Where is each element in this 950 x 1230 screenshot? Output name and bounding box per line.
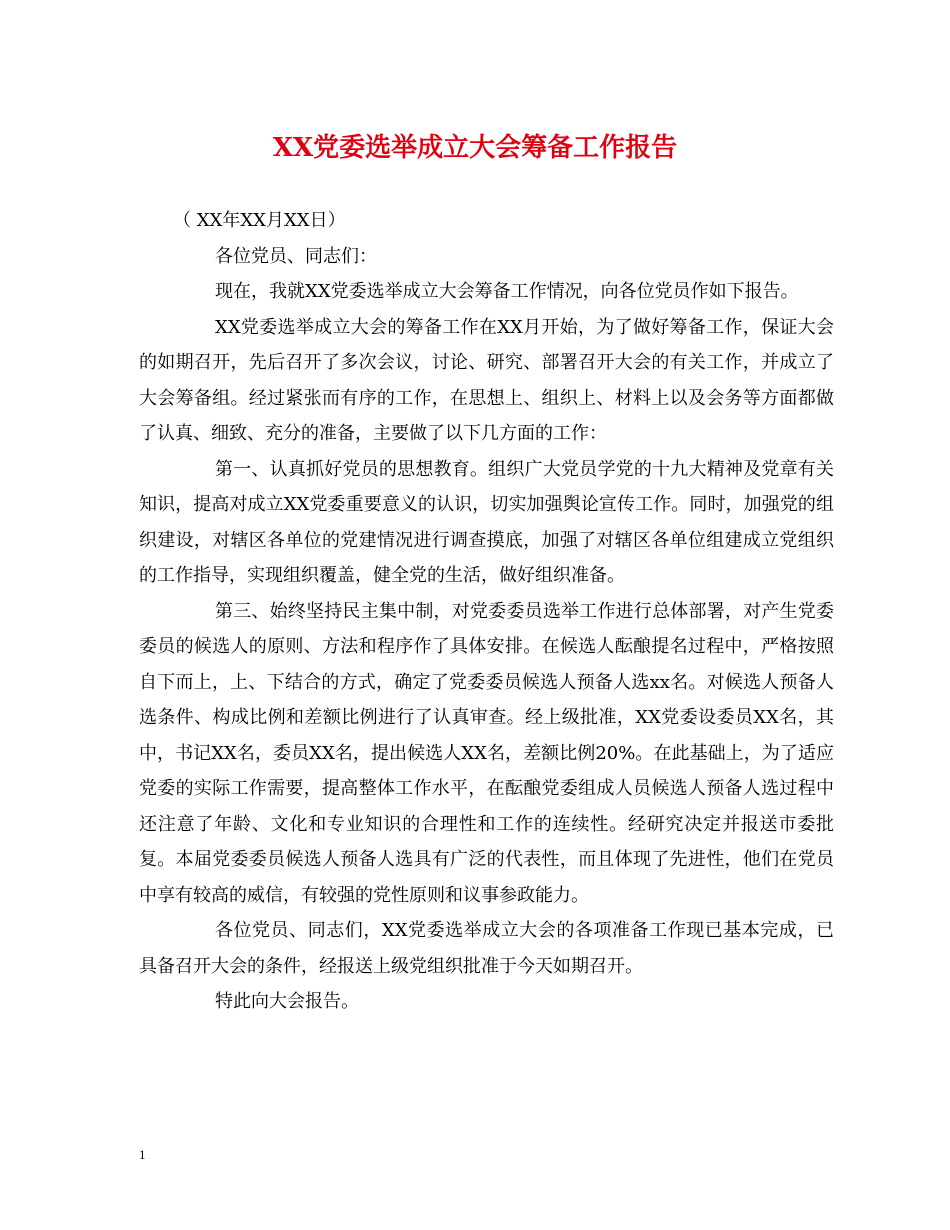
paragraph-preparation: XX党委选举成立大会的筹备工作在XX月开始，为了做好筹备工作，保证大会的如期召开，先后召开了多次会议，讨论、研究、部署召开大会的有关工作，并成立了大会筹备组。经过紧张而有序的工作，在思想上、组织上、材料上以及会务等方面都做了认真、细致、充分的准备，主要做了以下几方面的工作： — [139, 316, 834, 444]
paragraph-intro: 现在，我就XX党委选举成立大会筹备工作情况，向各位党员作如下报告。 — [215, 281, 799, 302]
paragraph-third: 第三、始终坚持民主集中制，对党委委员选举工作进行总体部署，对产生党委委员的候选人的原则、方法和程序作了具体安排。在候选人酝酿提名过程中，严格按照自下而上，上、下结合的方式，确定了党委委员候选人预备人选xx名。对候选人预备人选条件、构成比例和差额比例进行了认真审查。经上级批准，XX党委设委员XX名，其中，书记XX名，委员XX名，提出候选人XX名，差额比例20%。在此基础上，为了适应党委的实际工作需要，提高整体工作水平，在酝酿党委组成人员候选人预备人选过程中还注意了年龄、文化和专业知识的合理性和工作的连续性。经研究决定并报送市委批复。本届党委委员候选人预备人选具有广泛的代表性，而且体现了先进性，他们在党员中享有较高的威信，有较强的党性原则和议事参政能力。 — [139, 600, 834, 906]
date-line: （ XX年XX月XX日） — [173, 210, 346, 231]
page-number: 1 — [139, 1147, 146, 1162]
document-body — [139, 203, 834, 1020]
paragraph-conclusion: 各位党员、同志们，XX党委选举成立大会的各项准备工作现已基本完成，已具备召开大会的条件，经报送上级党组织批准于今天如期召开。 — [139, 920, 834, 977]
paragraph-closing: 特此向大会报告。 — [215, 991, 359, 1012]
salutation: 各位党员、同志们： — [215, 245, 377, 267]
paragraph-first: 第一、认真抓好党员的思想教育。组织广大党员学党的十九大精神及党章有关知识，提高对成立XX党委重要意义的认识，切实加强舆论宣传工作。同时，加强党的组织建设，对辖区各单位的党建情况进行调查摸底，加强了对辖区各单位组建成立党组织的工作指导，实现组织覆盖，健全党的生活，做好组织准备。 — [139, 458, 834, 586]
document-title: XX党委选举成立大会筹备工作报告 — [272, 133, 678, 163]
